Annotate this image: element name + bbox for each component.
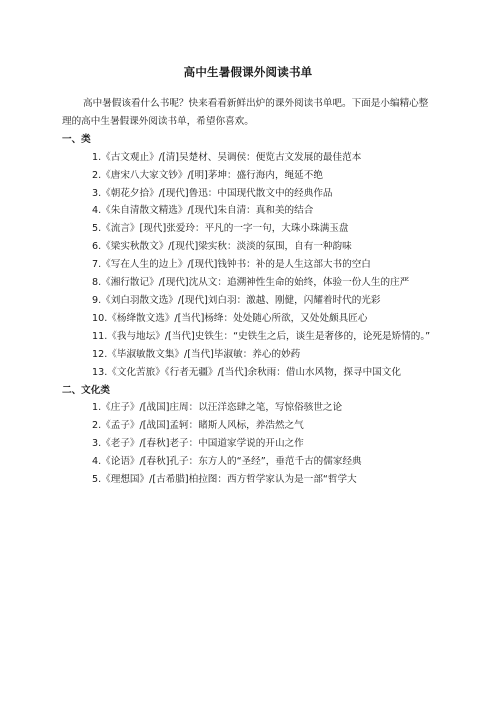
list-item: 9.《刘白羽散文选》/[现代]刘白羽：激越、刚健，闪耀着时代的光彩 <box>92 294 381 306</box>
list-item: 4.《朱自清散文精选》/[现代]朱自清：真和美的结合 <box>92 205 314 217</box>
list-item: 4.《论语》/[春秋]孔子：东方人的“圣经”，垂范千古的儒家经典 <box>92 456 362 468</box>
section-heading-2: 二、文化类 <box>62 384 110 396</box>
list-item: 5.《流言》[现代]张爱玲：平凡的一字一句，大珠小珠满玉盘 <box>92 223 349 235</box>
list-item: 1.《古文观止》/[清]吴楚材、吴调侯：便览古文发展的最佳范本 <box>92 151 362 163</box>
list-item: 3.《朝花夕拾》/[现代]鲁迅：中国现代散文中的经典作品 <box>92 187 333 199</box>
list-item: 2.《唐宋八大家文钞》/[明]茅坤：盛行海内，绳延不绝 <box>92 169 323 181</box>
list-item: 12.《毕淑敏散文集》/[当代]毕淑敏：养心的妙药 <box>92 348 301 360</box>
list-item: 7.《写在人生的边上》/[现代]钱钟书：补的是人生这部大书的空白 <box>92 259 371 271</box>
list-item: 13.《文化苦旅》《行者无疆》/[当代]余秋雨：借山水风物，探寻中国文化 <box>92 366 401 378</box>
list-item: 1.《庄子》/[战国]庄周：以汪洋恣肆之笔，写惊俗骇世之论 <box>92 402 343 414</box>
document-title: 高中生暑假课外阅读书单 <box>183 65 313 79</box>
list-item: 8.《湘行散记》/[现代]沈从文：追溯神性生命的始终，体验一份人生的庄严 <box>92 277 410 289</box>
list-item: 10.《杨绛散文选》/[当代]杨绛：处处随心所欲，又处处颇具匠心 <box>92 312 368 324</box>
intro-paragraph: 高中暑假该看什么书呢？快来看看新鲜出炉的课外阅读书单吧。下面是小编精心整理的高中生暑假课外阅读书单，希望你喜欢。 <box>62 98 429 127</box>
section-heading-1: 一、类 <box>62 133 91 145</box>
document-body <box>62 95 436 489</box>
list-item: 6.《梁实秋散文》/[现代]梁实秋：淡淡的氛围，自有一种韵味 <box>92 241 352 253</box>
list-item: 5.《理想国》/[古希腊]柏拉图：西方哲学家认为是一部“哲学大 <box>92 474 357 486</box>
list-item: 3.《老子》/[春秋]老子：中国道家学说的开山之作 <box>92 438 304 450</box>
list-item: 2.《孟子》/[战国]孟轲：睹斯人风标，养浩然之气 <box>92 420 304 432</box>
list-item: 11.《我与地坛》/[当代]史铁生：“史铁生之后，谈生是奢侈的，论死是矫情的。” <box>92 330 431 342</box>
